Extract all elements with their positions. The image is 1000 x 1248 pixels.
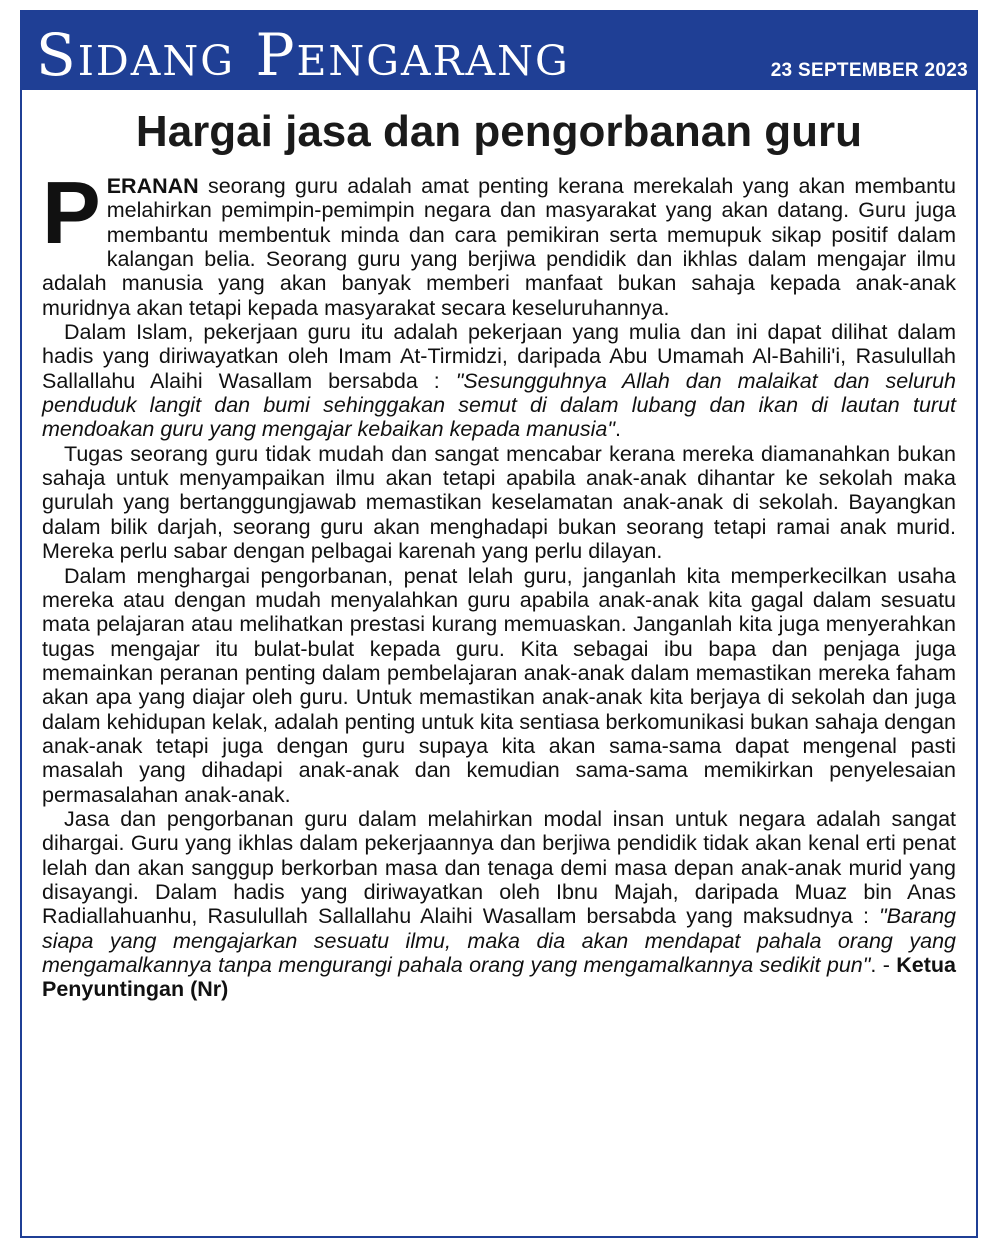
lead-word: ERANAN <box>106 174 199 198</box>
article-paragraph-1 <box>42 163 956 320</box>
paragraph-end: . <box>614 417 621 442</box>
page-frame <box>20 10 978 1238</box>
paragraph-text: Jasa dan pengorbanan guru dalam melahirkan modal insan untuk negara adalah sangat dihargai. Guru yang ikhlas dalam pekerjaannya dan berjiwa pendidik tidak akan kenal erti penat lelah dan akan sanggup berkorban masa dan tenaga demi masa depan anak-anak murid yang disayangi. Dalam hadis yang diriwayatkan oleh Ibnu Majah, daripada Muaz bin Anas Radiallahuanhu, Rasulullah Sallallahu Alaihi Wasallam bersabda yang maksudnya : <box>42 806 956 929</box>
paragraph-text: Tugas seorang guru tidak mudah dan sangat mencabar kerana mereka diamanahkan bukan sahaja untuk menyampaikan ilmu akan tetapi apabila anak-anak dihantar ke sekolah maka gurulah yang bertanggungjawab memastikan keselamatan anak-anak di sekolah. Bayangkan dalam bilik darjah, seorang guru akan menghadapi bukan seorang tetapi ramai anak murid. Mereka perlu sabar dengan pelbagai karenah yang perlu dilayan. <box>42 441 956 564</box>
article-headline: Hargai jasa dan pengorbanan guru <box>135 107 863 156</box>
paragraph-text: seorang guru adalah amat penting kerana merekalah yang akan membantu melahirkan pemimpin-pemimpin negara dan masyarakat yang akan datang. Guru juga membantu membentuk minda dan cara pemikiran serta memupuk sikap positif dalam kalangan belia. Seorang guru yang berjiwa pendidik dan ikhlas dalam mengajar ilmu adalah manusia yang akan banyak memberi manfaat bukan sahaja kepada anak-anak muridnya akan tetapi kepada masyarakat secara keseluruhannya. <box>42 174 956 320</box>
hadith-quote: "Barang siapa yang mengajarkan sesuatu ilmu, maka dia akan mendapat pahala orang yang mengamalkannya tanpa mengurangi pahala orang yang mengamalkannya sedikit pun" <box>42 904 956 977</box>
article-paragraph-2 <box>42 320 956 442</box>
paragraph-text: Dalam menghargai pengorbanan, penat lelah guru, janganlah kita memperkecilkan usaha mereka atau dengan mudah menyalahkan guru apabila anak-anak kita gagal dalam sesuatu mata pelajaran atau melihatkan prestasi kurang memuaskan. Janganlah kita juga menyerahkan tugas mengajar itu bulat-bulat kepada guru. Kita sebagai ibu bapa dan penjaga juga memainkan peranan penting dalam pembelajaran anak-anak dalam memastikan mereka faham akan apa yang diajar oleh guru. Untuk memastikan anak-anak kita berjaya di sekolah dan juga dalam kehidupan kelak, adalah penting untuk kita sentiasa berkomunikasi bukan sahaja dengan anak-anak tetapi juga dengan guru supaya kita akan sama-sama dapat mengenal pasti masalah yang dihadapi anak-anak dan kemudian sama-sama memikirkan penyelesaian permasalahan anak-anak. <box>42 563 956 807</box>
paragraph-separator: . - <box>870 953 897 977</box>
article-body <box>42 163 956 1002</box>
author-byline: Ketua Penyuntingan (Nr) <box>42 953 956 1002</box>
drop-cap: P <box>42 163 101 262</box>
paragraph-text: Dalam Islam, pekerjaan guru itu adalah pekerjaan yang mulia dan ini dapat dilihat dalam hadis yang diriwayatkan oleh Imam At-Tirmidzi, daripada Abu Umamah Al-Bahili'i, Rasulullah Sallallahu Alaihi Wasallam bersabda : <box>42 320 956 393</box>
article-paragraph-5 <box>42 807 956 1002</box>
article-paragraph-4 <box>42 564 956 807</box>
masthead-banner <box>22 12 976 90</box>
masthead-title: Sidang Pengarang <box>36 21 570 89</box>
masthead-date: 23 SEPTEMBER 2023 <box>770 60 968 81</box>
hadith-quote: "Sesungguhnya Allah dan malaikat dan seluruh penduduk langit dan bumi sehinggakan semut di dalam lubang dan ikan di lautan turut mendoakan guru yang mengajar kebaikan kepada manusia" <box>42 368 956 442</box>
article-paragraph-3 <box>42 442 956 564</box>
